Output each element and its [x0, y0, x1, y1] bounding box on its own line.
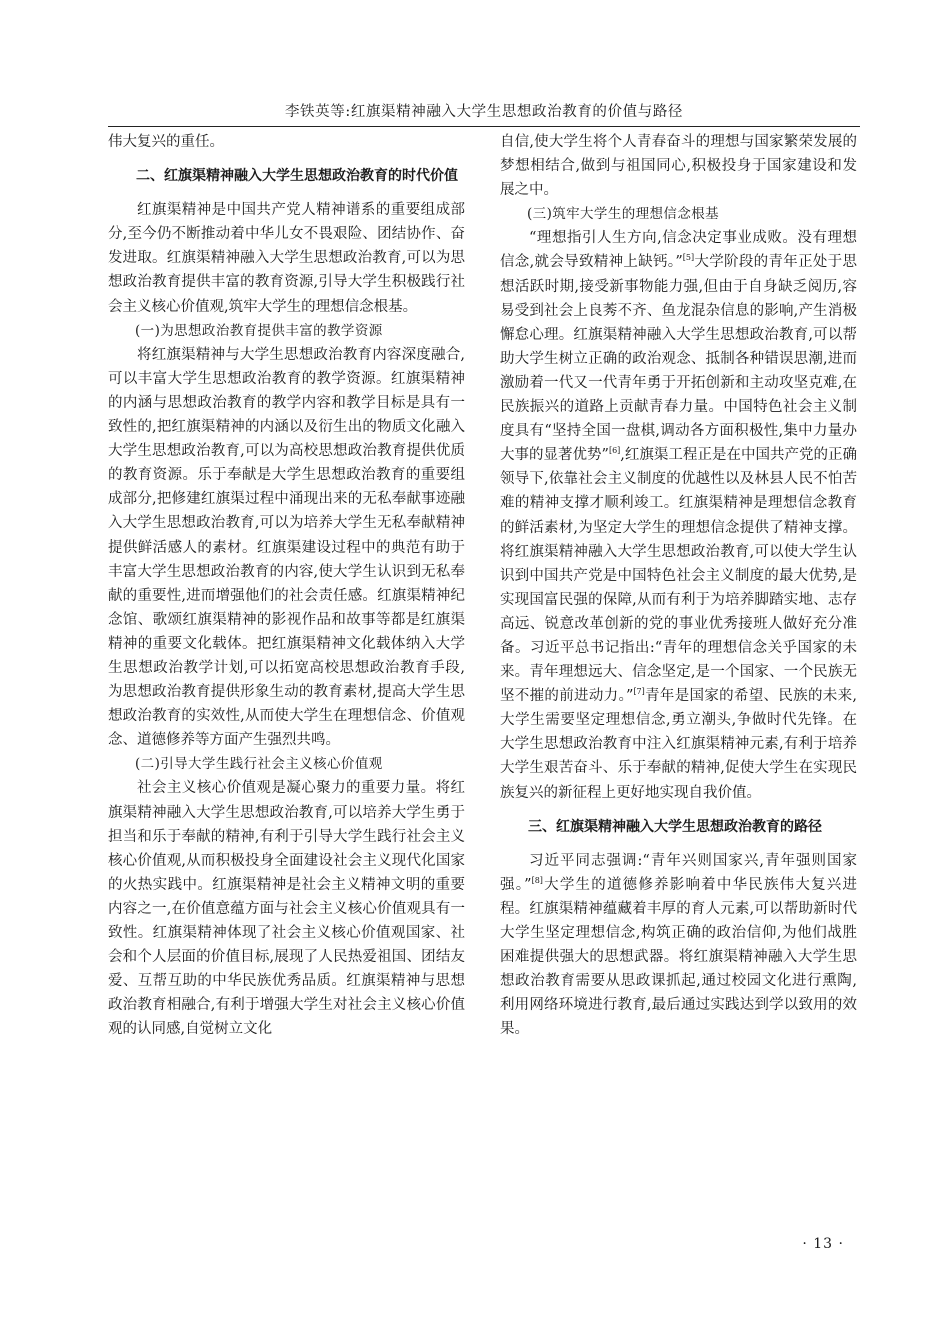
- paragraph: 将红旗渠精神与大学生思想政治教育内容深度融合,可以丰富大学生思想政治教育的教学资源。红旗渠精神的内涵与思想政治教育的教学内容和教学目标是具有一致性的,把红旗渠精神的内涵以及衍生出的物质文化融入大学生思想政治教育,可以为高校思想政治教育提供优质的教育资源。乐于奉献是大学生思想政治教育的重要组成部分,把修建红旗渠过程中涌现出来的无私奉献事迹融入大学生思想政治教育,可以为培养大学生无私奉献精神提供鲜活感人的素材。红旗渠建设过程中的典范有助于丰富大学生思想政治教育的内容,使大学生认识到无私奉献的重要性,进而增强他们的社会责任感。红旗渠精神纪念馆、歌颂红旗渠精神的影视作品和故事等都是红旗渠精神的重要文化载体。把红旗渠精神文化载体纳入大学生思想政治教学计划,可以拓宽高校思想政治教育手段,为思想政治教育提供形象生动的教育素材,提高大学生思想政治教育的实效性,从而使大学生在理想信念、价值观念、道德修养等方面产生强烈共鸣。: [108, 346, 465, 749]
- citation-ref-5: [5]: [682, 253, 695, 263]
- header-rule: [108, 126, 860, 127]
- subsection-heading-3: (三)筑牢大学生的理想信念根基: [527, 206, 720, 223]
- page-number: · 13 ·: [802, 1236, 844, 1252]
- paragraph-continued: 伟大复兴的重任。: [108, 134, 224, 150]
- text-run: ,红旗渠工程正是在中国共产党的正确领导下,依靠社会主义制度的优越性以及林县人民不怕苦难的精神支撑才顺利竣工。红旗渠精神是理想信念教育的鲜活素材,为坚定大学生的理想信念提供了精神支撑。将红旗渠精神融入大学生思想政治教育,可以使大学生认识到中国共产党是中国特色社会主义制度的最大优势,是实现国富民强的保障,从而有利于为培养脚踏实地、志存高远、锐意改革创新的党的事业优秀接班人做好充分准备。习近平总书记指出:“青年的理想信念关乎国家的未来。青年理想远大、信念坚定,是一个国家、一个民族无坚不摧的前进动力。”: [500, 447, 857, 705]
- citation-ref-7: [7]: [633, 687, 645, 697]
- text-run: 大学生的道德修养影响着中华民族伟大复兴进程。红旗渠精神蕴藏着丰厚的育人元素,可以帮助新时代大学生坚定理想信念,构筑正确的政治信仰,为他们战胜困难提供强大的思想武器。将红旗渠精神融入大学生思想政治教育需要从思政课抓起,通过校园文化进行熏陶,利用网络环境进行教育,最后通过实践达到学以致用的效果。: [500, 876, 857, 1038]
- text-run: 大学阶段的青年正处于思想活跃时期,接受新事物能力强,但由于自身缺乏阅历,容易受到社会上良莠不齐、鱼龙混杂信息的影响,产生消极懈怠心理。红旗渠精神融入大学生思想政治教育,可以帮助大学生树立正确的政治观念、抵制各种错误思潮,进而激励着一代又一代青年勇于开拓创新和主动攻坚克难,在民族振兴的道路上贡献青春力量。中国特色社会主义制度具有“坚持全国一盘棋,调动各方面积极性,集中力量办大事的显著优势”: [500, 254, 857, 464]
- citation-ref-6: [6]: [608, 446, 621, 456]
- citation-ref-8: [8]: [531, 875, 543, 885]
- right-column: [500, 130, 857, 1041]
- paragraph: [500, 226, 857, 804]
- text-run: 青年是国家的希望、民族的未来,大学生需要坚定理想信念,勇立潮头,争做时代先锋。在大学生思想政治教育中注入红旗渠精神元素,有利于培养大学生艰苦奋斗、乐于奉献的精神,促使大学生在实现民族复兴的新征程上更好地实现自我价值。: [500, 688, 857, 801]
- section-heading-2: 二、红旗渠精神融入大学生思想政治教育的时代价值: [136, 168, 458, 185]
- running-header: 李铁英等:红旗渠精神融入大学生思想政治教育的价值与路径: [284, 104, 684, 120]
- paragraph: 社会主义核心价值观是凝心聚力的重要力量。将红旗渠精神融入大学生思想政治教育,可以培养大学生勇于担当和乐于奉献的精神,有利于引导大学生践行社会主义核心价值观,从而积极投身全面建设社会主义现代化国家的火热实践中。红旗渠精神是社会主义精神文明的重要内容之一,在价值意蕴方面与社会主义核心价值观具有一致性。红旗渠精神体现了社会主义核心价值观国家、社会和个人层面的价值目标,展现了人民热爱祖国、团结友爱、互帮互助的中华民族优秀品质。红旗渠精神与思想政治教育相融合,有利于增强大学生对社会主义核心价值观的认同感,自觉树立文化: [108, 780, 465, 1038]
- subsection-heading-2: (二)引导大学生践行社会主义核心价值观: [135, 756, 383, 773]
- text-run: 习近平同志强调:“青年兴则国家兴,青年强则国家强。”: [500, 852, 857, 893]
- left-column: [108, 130, 465, 1041]
- section-heading-3: 三、红旗渠精神融入大学生思想政治教育的路径: [528, 818, 822, 835]
- paragraph-continued: 自信,使大学生将个人青春奋斗的理想与国家繁荣发展的梦想相结合,做到与祖国同心,积极投身于国家建设和发展之中。: [500, 134, 857, 199]
- subsection-heading-1: (一)为思想政治教育提供丰富的教学资源: [135, 322, 383, 339]
- text-run: “理想指引人生方向,信念决定事业成败。没有理想信念,就会导致精神上缺钙。”: [500, 230, 857, 271]
- paragraph: 红旗渠精神是中国共产党人精神谱系的重要组成部分,至今仍不断推动着中华儿女不畏艰险、团结协作、奋发进取。红旗渠精神融入大学生思想政治教育,可以为思想政治教育提供丰富的教育资源,引导大学生积极践行社会主义核心价值观,筑牢大学生的理想信念根基。: [108, 202, 465, 315]
- paragraph: [500, 849, 857, 1042]
